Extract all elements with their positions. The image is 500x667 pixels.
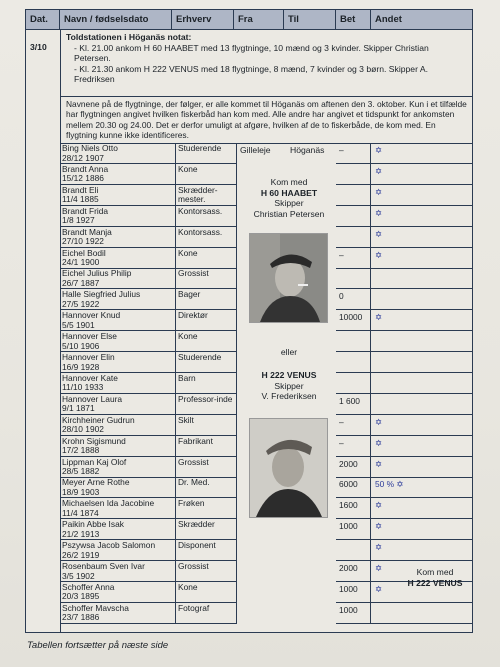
refugee-occupation: Skrædder-mester. <box>176 185 237 206</box>
refugee-birthdate: 16/9 1928 <box>62 361 100 372</box>
refugee-birthdate: 1/8 1927 <box>62 215 95 226</box>
refugee-birthdate: 24/1 1900 <box>62 257 100 268</box>
refugee-name <box>60 603 176 624</box>
refugee-occupation: Grossist <box>176 457 237 478</box>
refugee-full-name: Eichel Bodil <box>62 247 106 258</box>
refugee-name <box>60 268 176 289</box>
refugee-full-name: Paikin Abbe Isak <box>62 519 124 530</box>
refugee-birthdate: 11/4 1874 <box>62 507 99 518</box>
refugee-other: ✡ <box>371 227 473 248</box>
refugee-birthdate: 27/5 1922 <box>62 298 100 309</box>
refugee-birthdate: 28/10 1902 <box>62 424 104 435</box>
boat1-info <box>242 177 336 219</box>
refugee-full-name: Meyer Arne Rothe <box>62 477 130 488</box>
or-text: eller <box>280 347 298 357</box>
refugee-full-name: Hannover Laura <box>62 393 123 404</box>
refugee-full-name: Schoffer Anna <box>62 581 115 592</box>
refugee-other <box>371 394 473 415</box>
refugee-birthdate: 5/5 1901 <box>62 319 95 330</box>
refugee-payment: 1000 <box>336 603 371 624</box>
entry-date: 3/10 <box>30 42 47 52</box>
table-header <box>26 10 472 30</box>
refugee-full-name: Pszywsa Jacob Salomon <box>62 540 156 551</box>
refugee-occupation: Skrædder <box>176 519 237 540</box>
refugee-other <box>371 331 473 352</box>
refugee-occupation: Skilt <box>176 415 237 436</box>
refugee-other: ✡ <box>371 519 473 540</box>
refugee-birthdate: 23/7 1886 <box>62 612 100 623</box>
refugee-other <box>371 352 473 373</box>
from-place: Gilleleje <box>240 145 271 155</box>
refugee-birthdate: 21/2 1913 <box>62 528 100 539</box>
refugee-name <box>60 477 176 498</box>
refugee-payment <box>336 352 371 373</box>
refugee-full-name: Lippman Kaj Olof <box>62 456 127 467</box>
to-place: Höganäs <box>290 145 325 155</box>
refugee-full-name: Hannover Knud <box>62 310 121 321</box>
refugee-birthdate: 11/4 1885 <box>62 194 99 205</box>
refugee-name <box>60 415 176 436</box>
refugee-occupation: Direktør <box>176 310 237 331</box>
refugee-name <box>60 227 176 248</box>
refugee-other: ✡ <box>371 582 473 603</box>
refugee-birthdate: 28/5 1882 <box>62 466 100 477</box>
refugee-occupation: Professor-inde <box>176 394 237 415</box>
refugee-name <box>60 582 176 603</box>
refugee-name <box>60 352 176 373</box>
refugee-occupation: Dr. Med. <box>176 477 237 498</box>
refugee-name <box>60 498 176 519</box>
refugee-birthdate: 15/12 1886 <box>62 173 104 184</box>
refugee-full-name: Rosenbaum Sven Ivar <box>62 561 145 571</box>
boat1-skipper: Christian Petersen <box>253 208 325 219</box>
table-row <box>60 540 473 561</box>
refugee-payment: 0 <box>336 289 371 310</box>
refugee-occupation: Studerende <box>176 143 237 164</box>
notice-line-1: - Kl. 21.00 ankom H 60 HAABET med 13 flygtninge, 10 mænd og 3 kvinder. Skipper Christian Petersen. <box>74 42 429 64</box>
notice-line-2: - Kl. 21.30 ankom H 222 VENUS med 18 flygtninge, 8 mænd, 7 kvinder og 3 børn. Skipper A. Fredriksen <box>74 63 428 85</box>
refugee-other: ✡ <box>371 206 473 227</box>
refugee-occupation: Kone <box>176 164 237 185</box>
refugee-occupation: Kone <box>176 331 237 352</box>
venus-came-with: Kom med <box>416 567 454 577</box>
header-date: Dat. <box>26 10 60 29</box>
refugee-other <box>371 603 473 624</box>
boat1-name: H 60 HAABET <box>260 187 318 198</box>
header-bet: Bet <box>336 10 371 29</box>
header-to: Til <box>284 10 336 29</box>
refugee-payment: 10000 <box>336 310 371 331</box>
refugee-occupation: Kone <box>176 582 237 603</box>
refugee-name <box>60 206 176 227</box>
venus-note <box>400 567 470 588</box>
refugee-other: ✡ <box>371 561 473 582</box>
refugee-full-name: Bing Niels Otto <box>62 143 118 153</box>
refugee-birthdate: 3/5 1902 <box>62 570 95 581</box>
refugee-birthdate: 26/2 1919 <box>62 549 100 560</box>
refugee-occupation: Kone <box>176 248 237 269</box>
refugee-full-name: Halle Siegfried Julius <box>62 289 141 300</box>
refugee-birthdate: 18/9 1903 <box>62 486 100 497</box>
refugee-payment: 6000 <box>336 477 371 498</box>
continued-note: Tabellen fortsætter på næste side <box>27 640 169 651</box>
refugee-other: ✡ <box>371 457 473 478</box>
refugee-occupation: Grossist <box>176 268 237 289</box>
refugee-other: ✡ <box>371 436 473 457</box>
refugee-other: ✡ <box>371 498 473 519</box>
refugee-other: ✡ <box>371 310 473 331</box>
refugee-name <box>60 185 176 206</box>
refugee-full-name: Krohn Sigismund <box>62 435 126 446</box>
refugee-birthdate: 27/10 1922 <box>62 236 104 247</box>
refugee-occupation: Grossist <box>176 561 237 582</box>
header-other: Andet <box>375 14 402 25</box>
refugee-other: ✡ <box>371 143 473 164</box>
refugee-full-name: Michaelsen Ida Jacobine <box>62 498 155 509</box>
refugee-occupation: Bager <box>176 289 237 310</box>
refugee-other <box>371 268 473 289</box>
refugee-payment: 1000 <box>336 582 371 603</box>
refugee-birthdate: 11/10 1933 <box>62 382 104 393</box>
boat2-name: H 222 VENUS <box>261 370 317 380</box>
refugee-name <box>60 540 176 561</box>
refugee-occupation: Fotograf <box>176 603 237 624</box>
refugee-other: ✡ <box>371 185 473 206</box>
refugee-birthdate: 28/12 1907 <box>62 152 104 163</box>
customs-notice <box>66 32 466 85</box>
refugee-other: ✡ <box>371 248 473 269</box>
refugee-birthdate: 9/1 1871 <box>62 403 95 414</box>
refugee-occupation: Frøken <box>176 498 237 519</box>
refugee-payment <box>336 540 371 561</box>
refugee-name <box>60 143 176 164</box>
refugee-payment <box>336 185 371 206</box>
refugee-full-name: Schoffer Mavscha <box>62 602 129 613</box>
refugee-full-name: Hannover Elin <box>62 352 115 362</box>
refugee-occupation: Barn <box>176 373 237 394</box>
refugee-payment: 2000 <box>336 457 371 478</box>
refugee-other <box>371 373 473 394</box>
boat2-skipper-label: Skipper <box>274 380 304 391</box>
boat1-skipper-label: Skipper <box>274 198 304 208</box>
refugee-payment <box>336 331 371 352</box>
refugee-full-name: Brandt Frida <box>62 205 109 216</box>
refugee-payment: 1000 <box>336 519 371 540</box>
refugee-birthdate: 17/2 1888 <box>62 445 100 456</box>
refugee-full-name: Kirchheiner Gudrun <box>62 414 135 425</box>
refugee-name <box>60 373 176 394</box>
skipper-photo-1 <box>249 233 328 323</box>
refugee-payment: 1 600 <box>336 394 371 415</box>
explanation-paragraph: Navnene på de flygtninge, der følger, er alle kommet til Höganäs om aftenen den 3. oktober. Kun i et tilfælde har flygtningen angivet hvilken fiskerbåd han kom med. Alle andre har angivet et tidspunkt for ankomsten mellem 20.30 og 24.00. Det er derfor umuligt at afgøre, hvilken af de to fiskerbåde, de kom med. En flygtning kunne ikke identificeres. <box>66 99 467 141</box>
refugee-name <box>60 394 176 415</box>
refugee-birthdate: 26/7 1887 <box>62 277 100 288</box>
venus-name: H 222 VENUS <box>407 577 463 588</box>
refugee-name <box>60 561 176 582</box>
refugee-full-name: Brandt Eli <box>62 184 99 195</box>
refugee-other: ✡ <box>371 164 473 185</box>
refugee-payment <box>336 227 371 248</box>
refugee-full-name: Eichel Julius Philip <box>62 268 132 279</box>
refugee-payment: 2000 <box>336 561 371 582</box>
refugee-name <box>60 248 176 269</box>
refugee-other: ✡ <box>371 415 473 436</box>
refugee-name <box>60 310 176 331</box>
table-row <box>60 603 473 624</box>
boat2-info <box>242 370 336 402</box>
header-occupation: Erhverv <box>172 10 234 29</box>
refugee-name <box>60 289 176 310</box>
refugee-full-name: Hannover Else <box>62 331 117 342</box>
refugee-payment: – <box>336 436 371 457</box>
divider <box>60 96 472 97</box>
refugee-full-name: Hannover Kate <box>62 372 118 383</box>
refugee-full-name: Brandt Manja <box>62 226 112 237</box>
refugee-occupation: Disponent <box>176 540 237 561</box>
refugee-name <box>60 164 176 185</box>
notice-title: Toldstationen i Höganäs notat: <box>66 32 192 42</box>
refugee-payment <box>336 206 371 227</box>
boat2-skipper: V. Frederiksen <box>261 391 317 401</box>
refugee-payment: – <box>336 248 371 269</box>
refugee-other: ✡ <box>371 540 473 561</box>
refugee-other <box>371 289 473 310</box>
refugee-occupation: Fabrikant <box>176 436 237 457</box>
header-from: Fra <box>234 10 284 29</box>
refugee-payment: 1600 <box>336 498 371 519</box>
boat1-came-with: Kom med <box>270 177 308 187</box>
header-name: Navn / fødselsdato <box>60 10 172 29</box>
refugee-payment <box>336 164 371 185</box>
refugee-occupation: Studerende <box>176 352 237 373</box>
refugee-birthdate: 20/3 1895 <box>62 591 100 602</box>
table-row <box>60 519 473 540</box>
refugee-name <box>60 436 176 457</box>
refugee-payment: – <box>336 415 371 436</box>
refugee-occupation: Kontorsass. <box>176 206 237 227</box>
refugee-other: 50 % ✡ <box>371 477 473 498</box>
refugee-full-name: Brandt Anna <box>62 163 109 174</box>
refugee-birthdate: 5/10 1906 <box>62 340 100 351</box>
refugee-name <box>60 457 176 478</box>
refugee-payment <box>336 268 371 289</box>
refugee-payment <box>336 373 371 394</box>
refugee-payment: – <box>336 143 371 164</box>
refugee-occupation: Kontorsass. <box>176 227 237 248</box>
refugee-name <box>60 519 176 540</box>
skipper-photo-2 <box>249 418 328 518</box>
refugee-name <box>60 331 176 352</box>
